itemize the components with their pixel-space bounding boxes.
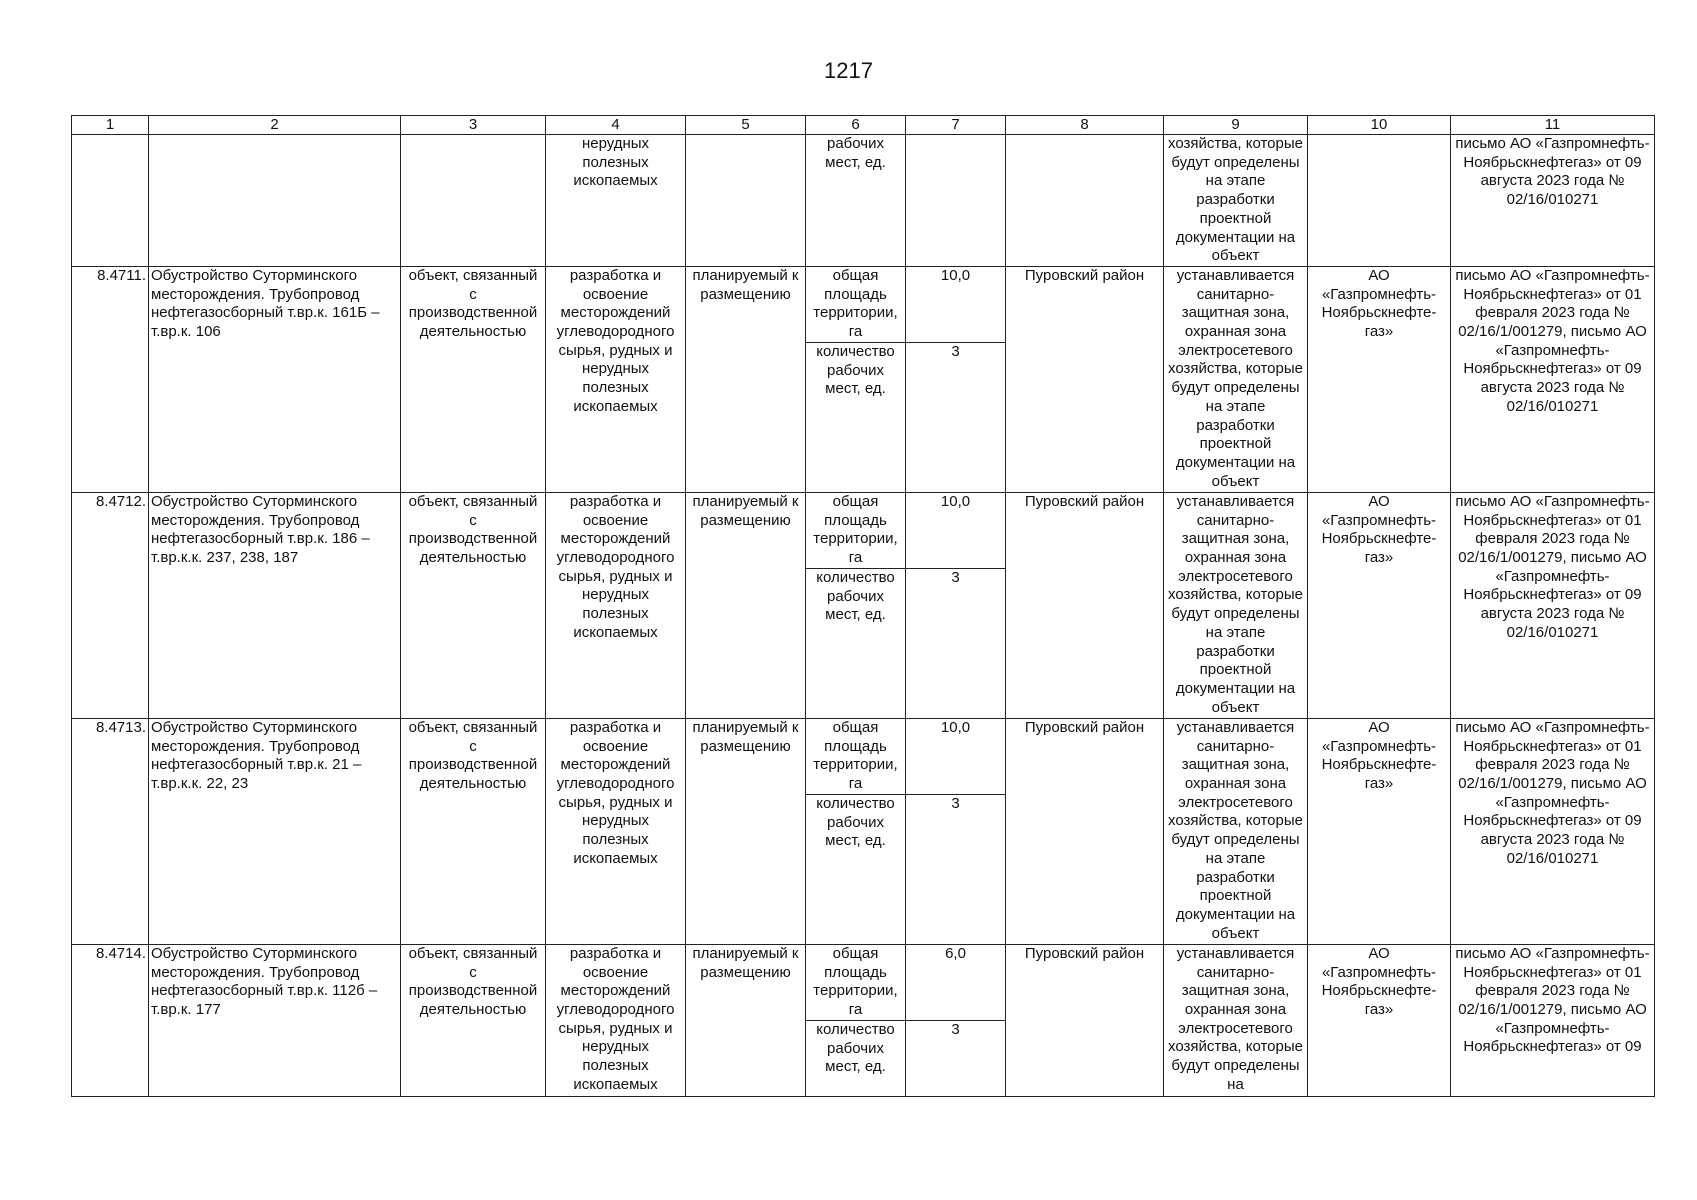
location-cell: Пуровский район (1006, 718, 1164, 944)
purpose-cell: разработка и освоение месторождений углеводородного сырья, рудных и нерудных полезных ископаемых (546, 944, 686, 1096)
column-header: 9 (1164, 116, 1308, 135)
table-cell (72, 135, 149, 267)
parameter-cell: общая площадь территории, га (806, 266, 906, 342)
parameter-cell: количество рабочих мест, ед. (806, 1020, 906, 1096)
basis-cell: письмо АО «Газпромнефть-Ноябрьскнефтегаз» от 01 февраля 2023 года № 02/16/1/001279, письмо АО «Газпромнефть-Ноябрьскнефтегаз» от 09 августа 2023 года № 02/16/010271 (1451, 718, 1655, 944)
purpose-cell: нерудных полезных ископаемых (546, 135, 686, 267)
table-row (72, 266, 1655, 342)
column-header: 2 (149, 116, 401, 135)
zones-cell: устанавливается санитарно-защитная зона, охранная зона электросетевого хозяйства, которые будут определены на этапе разработки проектной документации на объект (1164, 266, 1308, 492)
parameter-cell: общая площадь территории, га (806, 944, 906, 1020)
column-header: 3 (401, 116, 546, 135)
column-header: 5 (686, 116, 806, 135)
table-cell (686, 135, 806, 267)
basis-cell: письмо АО «Газпромнефть-Ноябрьскнефтегаз» от 09 августа 2023 года № 02/16/010271 (1451, 135, 1655, 267)
value-cell: 3 (906, 1020, 1006, 1096)
column-header: 4 (546, 116, 686, 135)
location-cell: Пуровский район (1006, 266, 1164, 492)
object-name-cell: Обустройство Суторминского месторождения. Трубопровод нефтегазосборный т.вр.к. 161Б – т.вр.к. 106 (149, 266, 401, 492)
object-type-cell: объект, связанный с производственной деятельностью (401, 492, 546, 718)
parameter-cell: количество рабочих мест, ед. (806, 568, 906, 718)
zones-cell: устанавливается санитарно-защитная зона, охранная зона электросетевого хозяйства, которые будут определены на этапе разработки проектной документации на объект (1164, 718, 1308, 944)
value-cell: 10,0 (906, 266, 1006, 342)
parameter-cell: количество рабочих мест, ед. (806, 794, 906, 944)
row-number-cell: 8.4714. (72, 944, 149, 1096)
column-header: 10 (1308, 116, 1451, 135)
status-cell: планируемый к размещению (686, 944, 806, 1096)
value-cell: 10,0 (906, 718, 1006, 794)
basis-cell: письмо АО «Газпромнефть-Ноябрьскнефтегаз» от 01 февраля 2023 года № 02/16/1/001279, письмо АО «Газпромнефть-Ноябрьскнефтегаз» от 09 августа 2023 года № 02/16/010271 (1451, 266, 1655, 492)
parameter-cell: общая площадь территории, га (806, 718, 906, 794)
value-cell: 3 (906, 794, 1006, 944)
row-number-cell: 8.4711. (72, 266, 149, 492)
status-cell: планируемый к размещению (686, 266, 806, 492)
value-cell: 3 (906, 342, 1006, 492)
table-row (72, 718, 1655, 794)
object-type-cell: объект, связанный с производственной деятельностью (401, 944, 546, 1096)
owner-cell: АО «Газпромнефть-Ноябрьскнефте-газ» (1308, 718, 1451, 944)
column-header: 6 (806, 116, 906, 135)
table-cell (1006, 135, 1164, 267)
column-header: 1 (72, 116, 149, 135)
owner-cell: АО «Газпромнефть-Ноябрьскнефте-газ» (1308, 492, 1451, 718)
zones-cell: хозяйства, которые будут определены на этапе разработки проектной документации на объект (1164, 135, 1308, 267)
page-number: 1217 (824, 58, 873, 83)
column-number-row (72, 116, 1655, 135)
table-cell (149, 135, 401, 267)
object-name-cell: Обустройство Суторминского месторождения. Трубопровод нефтегазосборный т.вр.к. 112б – т.вр.к. 177 (149, 944, 401, 1096)
table-row (72, 492, 1655, 568)
purpose-cell: разработка и освоение месторождений углеводородного сырья, рудных и нерудных полезных ископаемых (546, 492, 686, 718)
zones-cell: устанавливается санитарно-защитная зона, охранная зона электросетевого хозяйства, которые будут определены на этапе разработки проектной документации на объект (1164, 492, 1308, 718)
row-number-cell: 8.4713. (72, 718, 149, 944)
purpose-cell: разработка и освоение месторождений углеводородного сырья, рудных и нерудных полезных ископаемых (546, 718, 686, 944)
parameter-cell: количество рабочих мест, ед. (806, 342, 906, 492)
column-header: 7 (906, 116, 1006, 135)
basis-cell: письмо АО «Газпромнефть-Ноябрьскнефтегаз» от 01 февраля 2023 года № 02/16/1/001279, письмо АО «Газпромнефть-Ноябрьскнефтегаз» от 09 августа 2023 года № 02/16/010271 (1451, 492, 1655, 718)
table-row (72, 944, 1655, 1020)
table-cell (906, 135, 1006, 267)
value-cell: 6,0 (906, 944, 1006, 1020)
object-name-cell: Обустройство Суторминского месторождения. Трубопровод нефтегазосборный т.вр.к. 186 – т.вр.к.к. 237, 238, 187 (149, 492, 401, 718)
zones-cell: устанавливается санитарно-защитная зона, охранная зона электросетевого хозяйства, которые будут определены на (1164, 944, 1308, 1096)
owner-cell: АО «Газпромнефть-Ноябрьскнефте-газ» (1308, 944, 1451, 1096)
location-cell: Пуровский район (1006, 492, 1164, 718)
status-cell: планируемый к размещению (686, 492, 806, 718)
location-cell: Пуровский район (1006, 944, 1164, 1096)
owner-cell: АО «Газпромнефть-Ноябрьскнефте-газ» (1308, 266, 1451, 492)
object-type-cell: объект, связанный с производственной деятельностью (401, 266, 546, 492)
registry-table (71, 115, 1655, 1097)
status-cell: планируемый к размещению (686, 718, 806, 944)
table-cell (1308, 135, 1451, 267)
parameter-cell: рабочих мест, ед. (806, 135, 906, 267)
continuation-row (72, 135, 1655, 267)
object-type-cell: объект, связанный с производственной деятельностью (401, 718, 546, 944)
row-number-cell: 8.4712. (72, 492, 149, 718)
value-cell: 10,0 (906, 492, 1006, 568)
column-header: 8 (1006, 116, 1164, 135)
purpose-cell: разработка и освоение месторождений углеводородного сырья, рудных и нерудных полезных ископаемых (546, 266, 686, 492)
value-cell: 3 (906, 568, 1006, 718)
basis-cell: письмо АО «Газпромнефть-Ноябрьскнефтегаз» от 01 февраля 2023 года № 02/16/1/001279, письмо АО «Газпромнефть-Ноябрьскнефтегаз» от 09 (1451, 944, 1655, 1096)
object-name-cell: Обустройство Суторминского месторождения. Трубопровод нефтегазосборный т.вр.к. 21 – т.вр.к.к. 22, 23 (149, 718, 401, 944)
parameter-cell: общая площадь территории, га (806, 492, 906, 568)
table-cell (401, 135, 546, 267)
column-header: 11 (1451, 116, 1655, 135)
